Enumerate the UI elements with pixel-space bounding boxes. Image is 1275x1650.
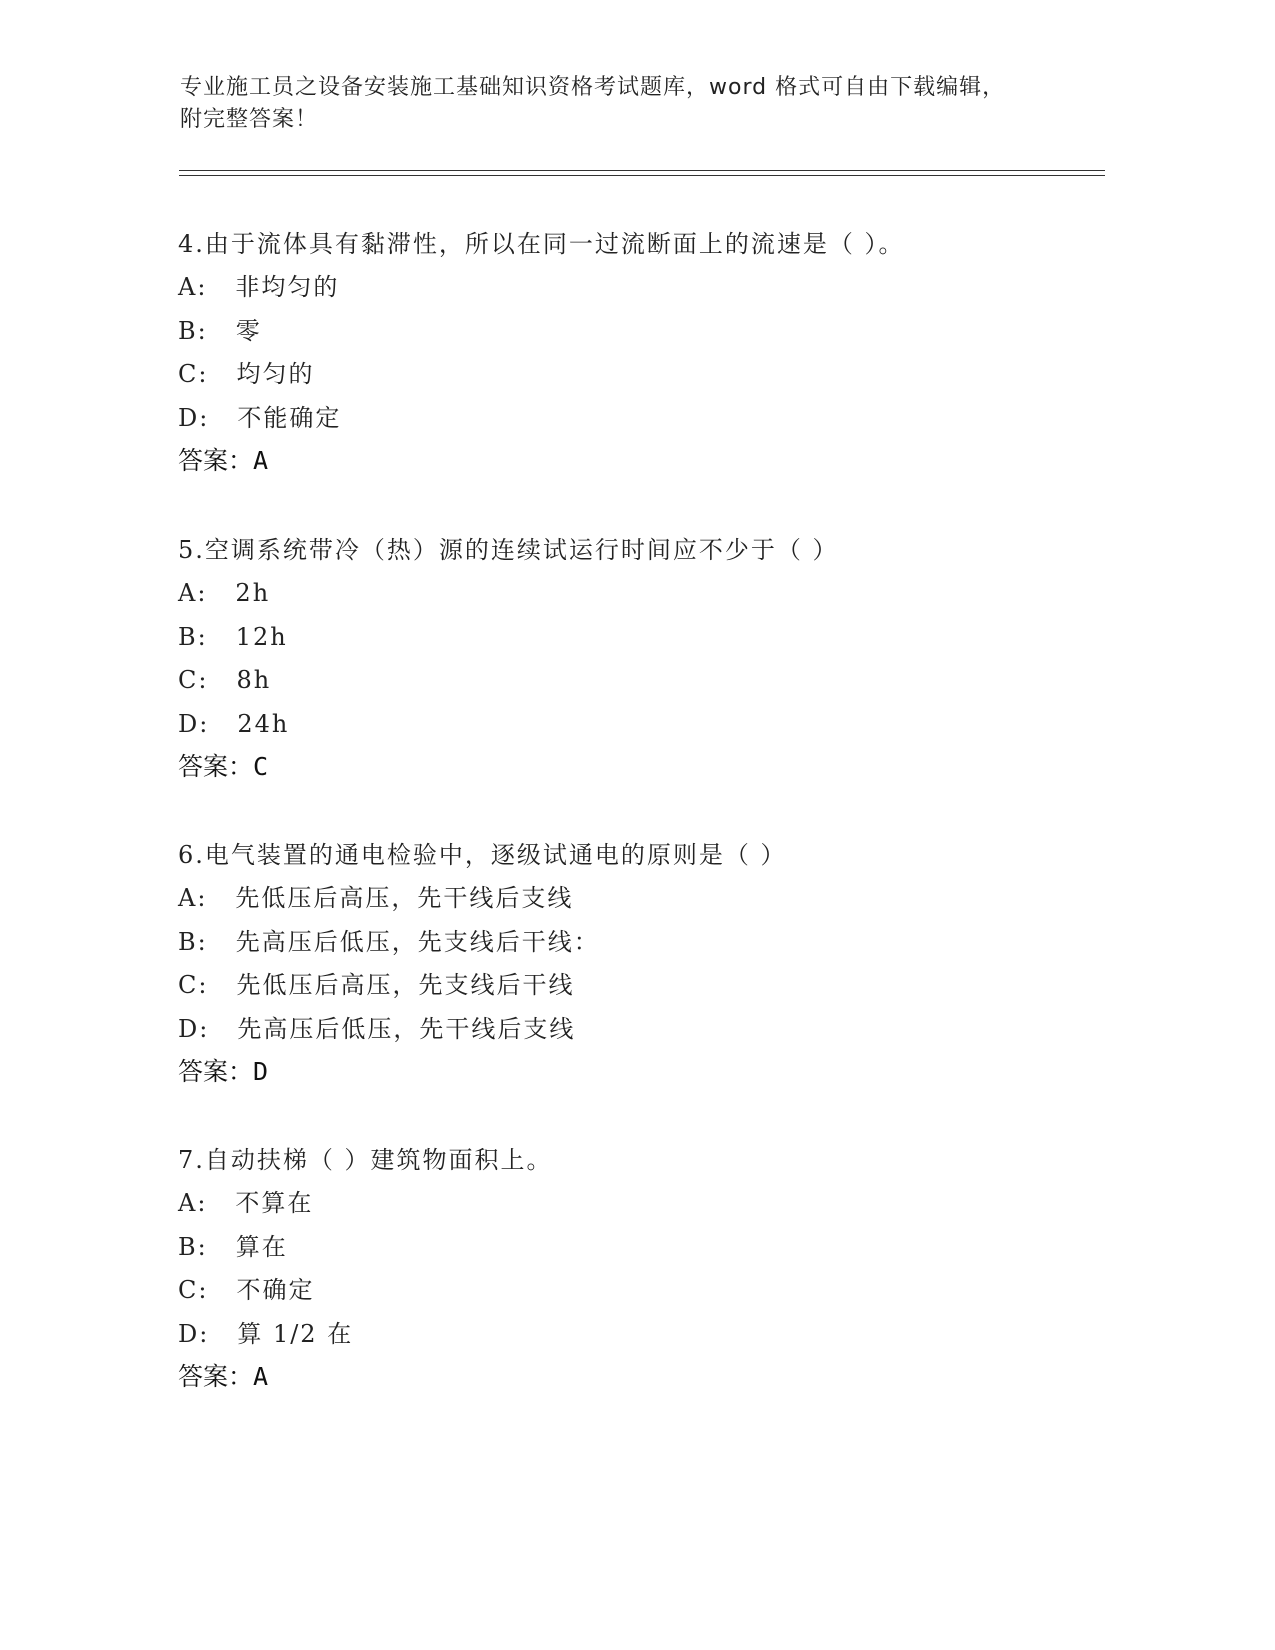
option-b [178,316,1078,346]
option-letter: A: [178,1189,208,1217]
option-b [178,1232,1078,1262]
option-letter: A: [178,884,208,912]
option-letter: A: [178,579,208,607]
option-letter: D: [178,1319,210,1348]
answer-value: A [253,1362,269,1391]
answer-label: 答案： [178,752,254,781]
option-a [178,883,1078,913]
answer-line [178,446,1078,476]
option-letter: D: [178,1014,210,1043]
answer-value: C [253,752,269,781]
option-letter: D: [178,709,210,738]
option-letter: B: [178,316,208,345]
option-letter: C: [178,971,209,999]
question-block [178,840,1078,1087]
option-text: 零 [235,316,262,345]
option-b [178,622,1078,652]
option-c [178,970,1078,1000]
option-text: 不算在 [235,1189,314,1217]
question-stem: 7.自动扶梯（ ）建筑物面积上。 [178,1146,553,1174]
header-divider-bottom [179,175,1105,176]
option-text: 不能确定 [237,403,342,432]
answer-label: 答案： [178,446,254,475]
option-text: 算在 [235,1232,288,1261]
question-stem: 6.电气装置的通电检验中，逐级试通电的原则是（ ） [178,841,787,869]
option-letter: D: [178,403,210,432]
option-a [178,1188,1078,1218]
option-text: 8h [236,666,272,694]
option-letter: B: [178,622,208,651]
option-d [178,709,1078,739]
option-d [178,1319,1078,1349]
option-text: 先高压后低压，先干线后支线 [237,1014,576,1043]
option-d [178,1014,1078,1044]
option-letter: A: [178,273,208,301]
option-a [178,272,1078,302]
option-letter: B: [178,927,208,956]
option-c [178,359,1078,389]
option-d [178,403,1078,433]
answer-value: D [253,1057,269,1086]
option-text: 先低压后高压，先支线后干线 [236,971,575,999]
option-text: 均匀的 [236,360,315,388]
option-letter: C: [178,666,209,694]
option-text: 12h [235,622,288,651]
header-line-1: 专业施工员之设备安装施工基础知识资格考试题库，word 格式可自由下载编辑， [180,75,1006,100]
answer-label: 答案： [178,1057,254,1086]
answer-line [178,752,1078,782]
question-stem: 5.空调系统带冷（热）源的连续试运行时间应不少于（ ） [178,536,839,564]
option-letter: B: [178,1232,208,1261]
option-letter: C: [178,1276,209,1304]
option-a [178,578,1078,608]
header-divider-top [179,170,1105,171]
answer-line [178,1057,1078,1087]
option-text: 2h [235,579,271,607]
option-letter: C: [178,360,209,388]
answer-line [178,1362,1078,1392]
option-text: 24h [237,709,290,738]
option-text: 非均匀的 [235,273,340,301]
option-c [178,1275,1078,1305]
option-text: 算 1/2 在 [237,1319,354,1348]
question-block [178,229,1078,476]
question-block [178,1145,1078,1392]
document-header [180,72,1060,136]
option-b [178,927,1078,957]
question-stem: 4.由于流体具有黏滞性，所以在同一过流断面上的流速是（ ）。 [178,230,905,258]
answer-value: A [253,446,269,475]
header-line-2: 附完整答案！ [180,107,319,132]
question-block [178,535,1078,782]
option-text: 先高压后低压，先支线后干线： [235,927,600,956]
option-text: 先低压后高压，先干线后支线 [235,884,574,912]
option-text: 不确定 [236,1276,315,1304]
answer-label: 答案： [178,1362,254,1391]
option-c [178,665,1078,695]
